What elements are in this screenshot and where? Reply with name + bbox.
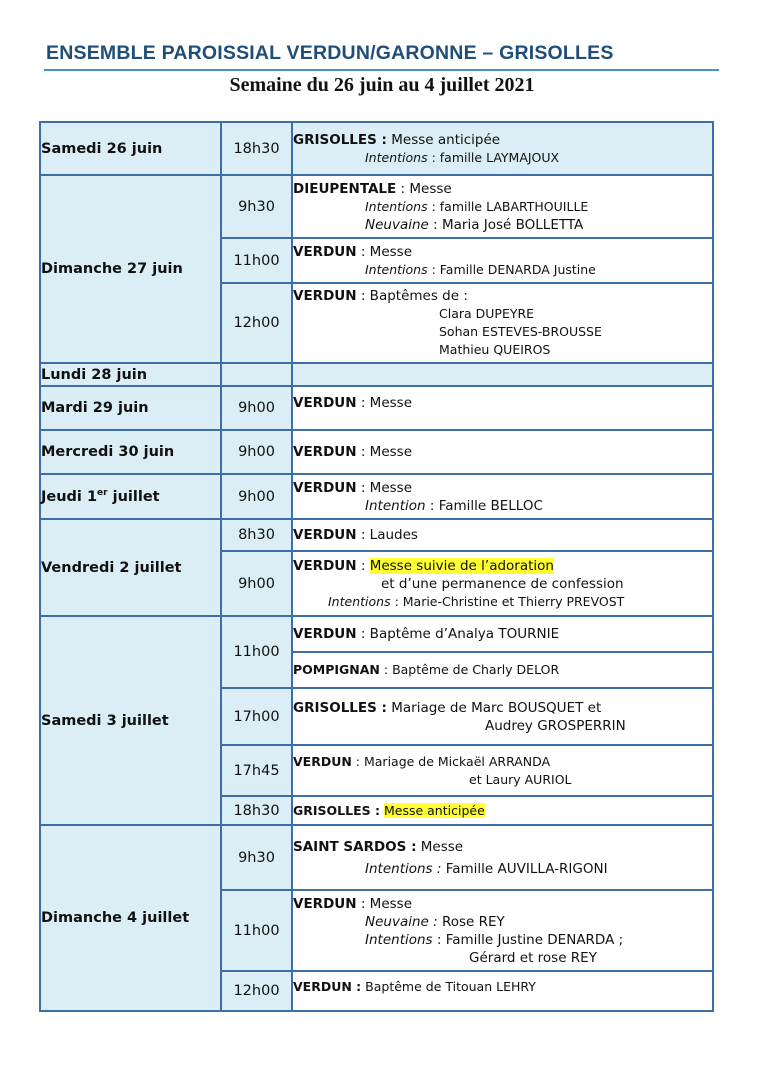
event-cell [292,688,713,745]
baptism-name: Mathieu QUEIROS [439,342,551,357]
time-cell: 12h00 [221,283,292,363]
place-label: GRISOLLES : [293,699,387,716]
event-cell [292,519,713,551]
neuvaine-text: : Maria José BOLLETTA [428,216,584,233]
event-separator: : [356,557,370,574]
place-label: DIEUPENTALE [293,180,397,197]
place-label: VERDUN [293,243,357,260]
time-cell: 11h00 [221,238,292,283]
place-label: GRISOLLES : [293,131,387,148]
time-cell: 9h00 [221,430,292,474]
highlighted-event: Messe suivie de l’adoration [369,557,554,574]
intention-label: Intentions [365,198,428,214]
day-cell: Mercredi 30 juin [40,430,221,474]
table-row [40,519,713,551]
intention-text: : Famille BELLOC [425,497,543,514]
place-label: VERDUN [293,753,352,769]
intention-label: Intentions [328,593,391,609]
event-cell [292,890,713,971]
time-cell: 18h30 [221,122,292,175]
day-cell: Samedi 3 juillet [40,616,221,825]
place-label: VERDUN [293,895,357,912]
neuvaine-label: Neuvaine [365,216,429,233]
event-text: : Baptêmes de : [356,288,468,304]
day-cell: Lundi 28 juin [40,363,221,386]
table-row [40,122,713,175]
event-text: : Baptême de Charly DELOR [379,662,560,677]
intention-text-cont: Gérard et rose REY [469,949,597,966]
event-text: : Messe [356,395,413,411]
intention-label: Intentions [365,261,428,277]
place-label: POMPIGNAN [293,662,380,677]
table-row [40,430,713,474]
time-cell: 9h30 [221,825,292,890]
time-cell: 9h00 [221,474,292,519]
event-text: : Messe [396,180,452,197]
event-text: Baptême de Titouan LEHRY [361,979,536,994]
event-cell [292,971,713,1011]
table-row [40,386,713,430]
table-row [40,474,713,519]
time-cell: 12h00 [221,971,292,1011]
time-cell: 9h00 [221,386,292,430]
schedule-table [39,121,714,1012]
place-label: VERDUN [293,288,357,304]
highlighted-event: Messe anticipée [383,802,485,818]
event-cell [292,175,713,238]
day-cell: Samedi 26 juin [40,122,221,175]
intention-label: Intention [365,497,426,514]
time-cell [221,363,292,386]
time-cell: 17h45 [221,745,292,796]
place-label: SAINT SARDOS : [293,838,417,855]
event-text: : Messe [356,243,413,260]
place-label: VERDUN [293,444,357,460]
day-label-rest: juillet [107,488,160,505]
event-cell [292,551,713,616]
header-divider [44,69,719,71]
baptism-name: Sohan ESTEVES-BROUSSE [439,324,602,339]
event-detail: et d’une permanence de confession [381,575,624,592]
day-cell: Dimanche 27 juin [40,175,221,363]
day-label: Jeudi 1 [41,488,98,505]
day-cell: Mardi 29 juin [40,386,221,430]
place-label: VERDUN [293,479,357,496]
event-detail: Audrey GROSPERRIN [485,717,626,734]
event-cell [292,745,713,796]
event-cell [292,474,713,519]
place-label: VERDUN [293,557,357,574]
neuvaine-label: Neuvaine : [365,913,438,930]
event-text: : Mariage de Mickaël ARRANDA [351,753,551,769]
time-cell: 17h00 [221,688,292,745]
time-cell: 18h30 [221,796,292,825]
event-text: : Messe [356,479,413,496]
intention-label: Intentions : [365,860,442,877]
time-cell: 11h00 [221,616,292,688]
week-title: Semaine du 26 juin au 4 juillet 2021 [229,74,535,96]
event-cell [292,363,713,386]
table-row [40,363,713,386]
event-cell [292,122,713,175]
event-text: Messe anticipée [386,131,501,148]
place-label: VERDUN : [293,979,362,994]
event-text: : Laudes [356,527,418,543]
intention-label: Intentions [365,149,428,165]
parish-title: ENSEMBLE PAROISSIAL VERDUN/GARONNE – GRISOLLES [46,42,614,64]
intention-text: : Famille Justine DENARDA ; [432,931,624,948]
event-cell [292,616,713,652]
day-cell: Dimanche 4 juillet [40,825,221,1011]
time-cell: 11h00 [221,890,292,971]
event-text: Mariage de Marc BOUSQUET et [386,699,602,716]
time-cell: 8h30 [221,519,292,551]
intention-text: : Famille DENARDA Justine [427,261,596,277]
event-text: : Messe [356,444,413,460]
place-label: VERDUN [293,395,357,411]
place-label: GRISOLLES : [293,802,380,818]
intention-text: : famille LABARTHOUILLE [427,198,589,214]
event-cell [292,825,713,890]
event-cell [292,430,713,474]
neuvaine-text: Rose REY [437,913,505,930]
event-text: Messe [416,838,464,855]
event-cell [292,238,713,283]
event-detail: et Laury AURIOL [469,771,572,787]
day-cell [40,474,221,519]
intention-label: Intentions [365,931,433,948]
event-text: : Baptême d’Analya TOURNIE [356,626,560,642]
event-cell [292,796,713,825]
intention-text: : famille LAYMAJOUX [427,149,560,165]
event-cell [292,652,713,688]
table-row [40,825,713,890]
intention-text: : Marie-Christine et Thierry PREVOST [390,593,625,609]
day-ordinal: er [97,487,108,498]
time-cell: 9h00 [221,551,292,616]
table-row [40,616,713,652]
day-cell: Vendredi 2 juillet [40,519,221,616]
event-cell [292,386,713,430]
time-cell: 9h30 [221,175,292,238]
event-cell [292,283,713,363]
baptism-name: Clara DUPEYRE [439,306,535,321]
intention-text: Famille AUVILLA-RIGONI [441,860,608,877]
place-label: VERDUN [293,626,357,642]
place-label: VERDUN [293,527,357,543]
table-row [40,175,713,238]
event-text: : Messe [356,895,413,912]
